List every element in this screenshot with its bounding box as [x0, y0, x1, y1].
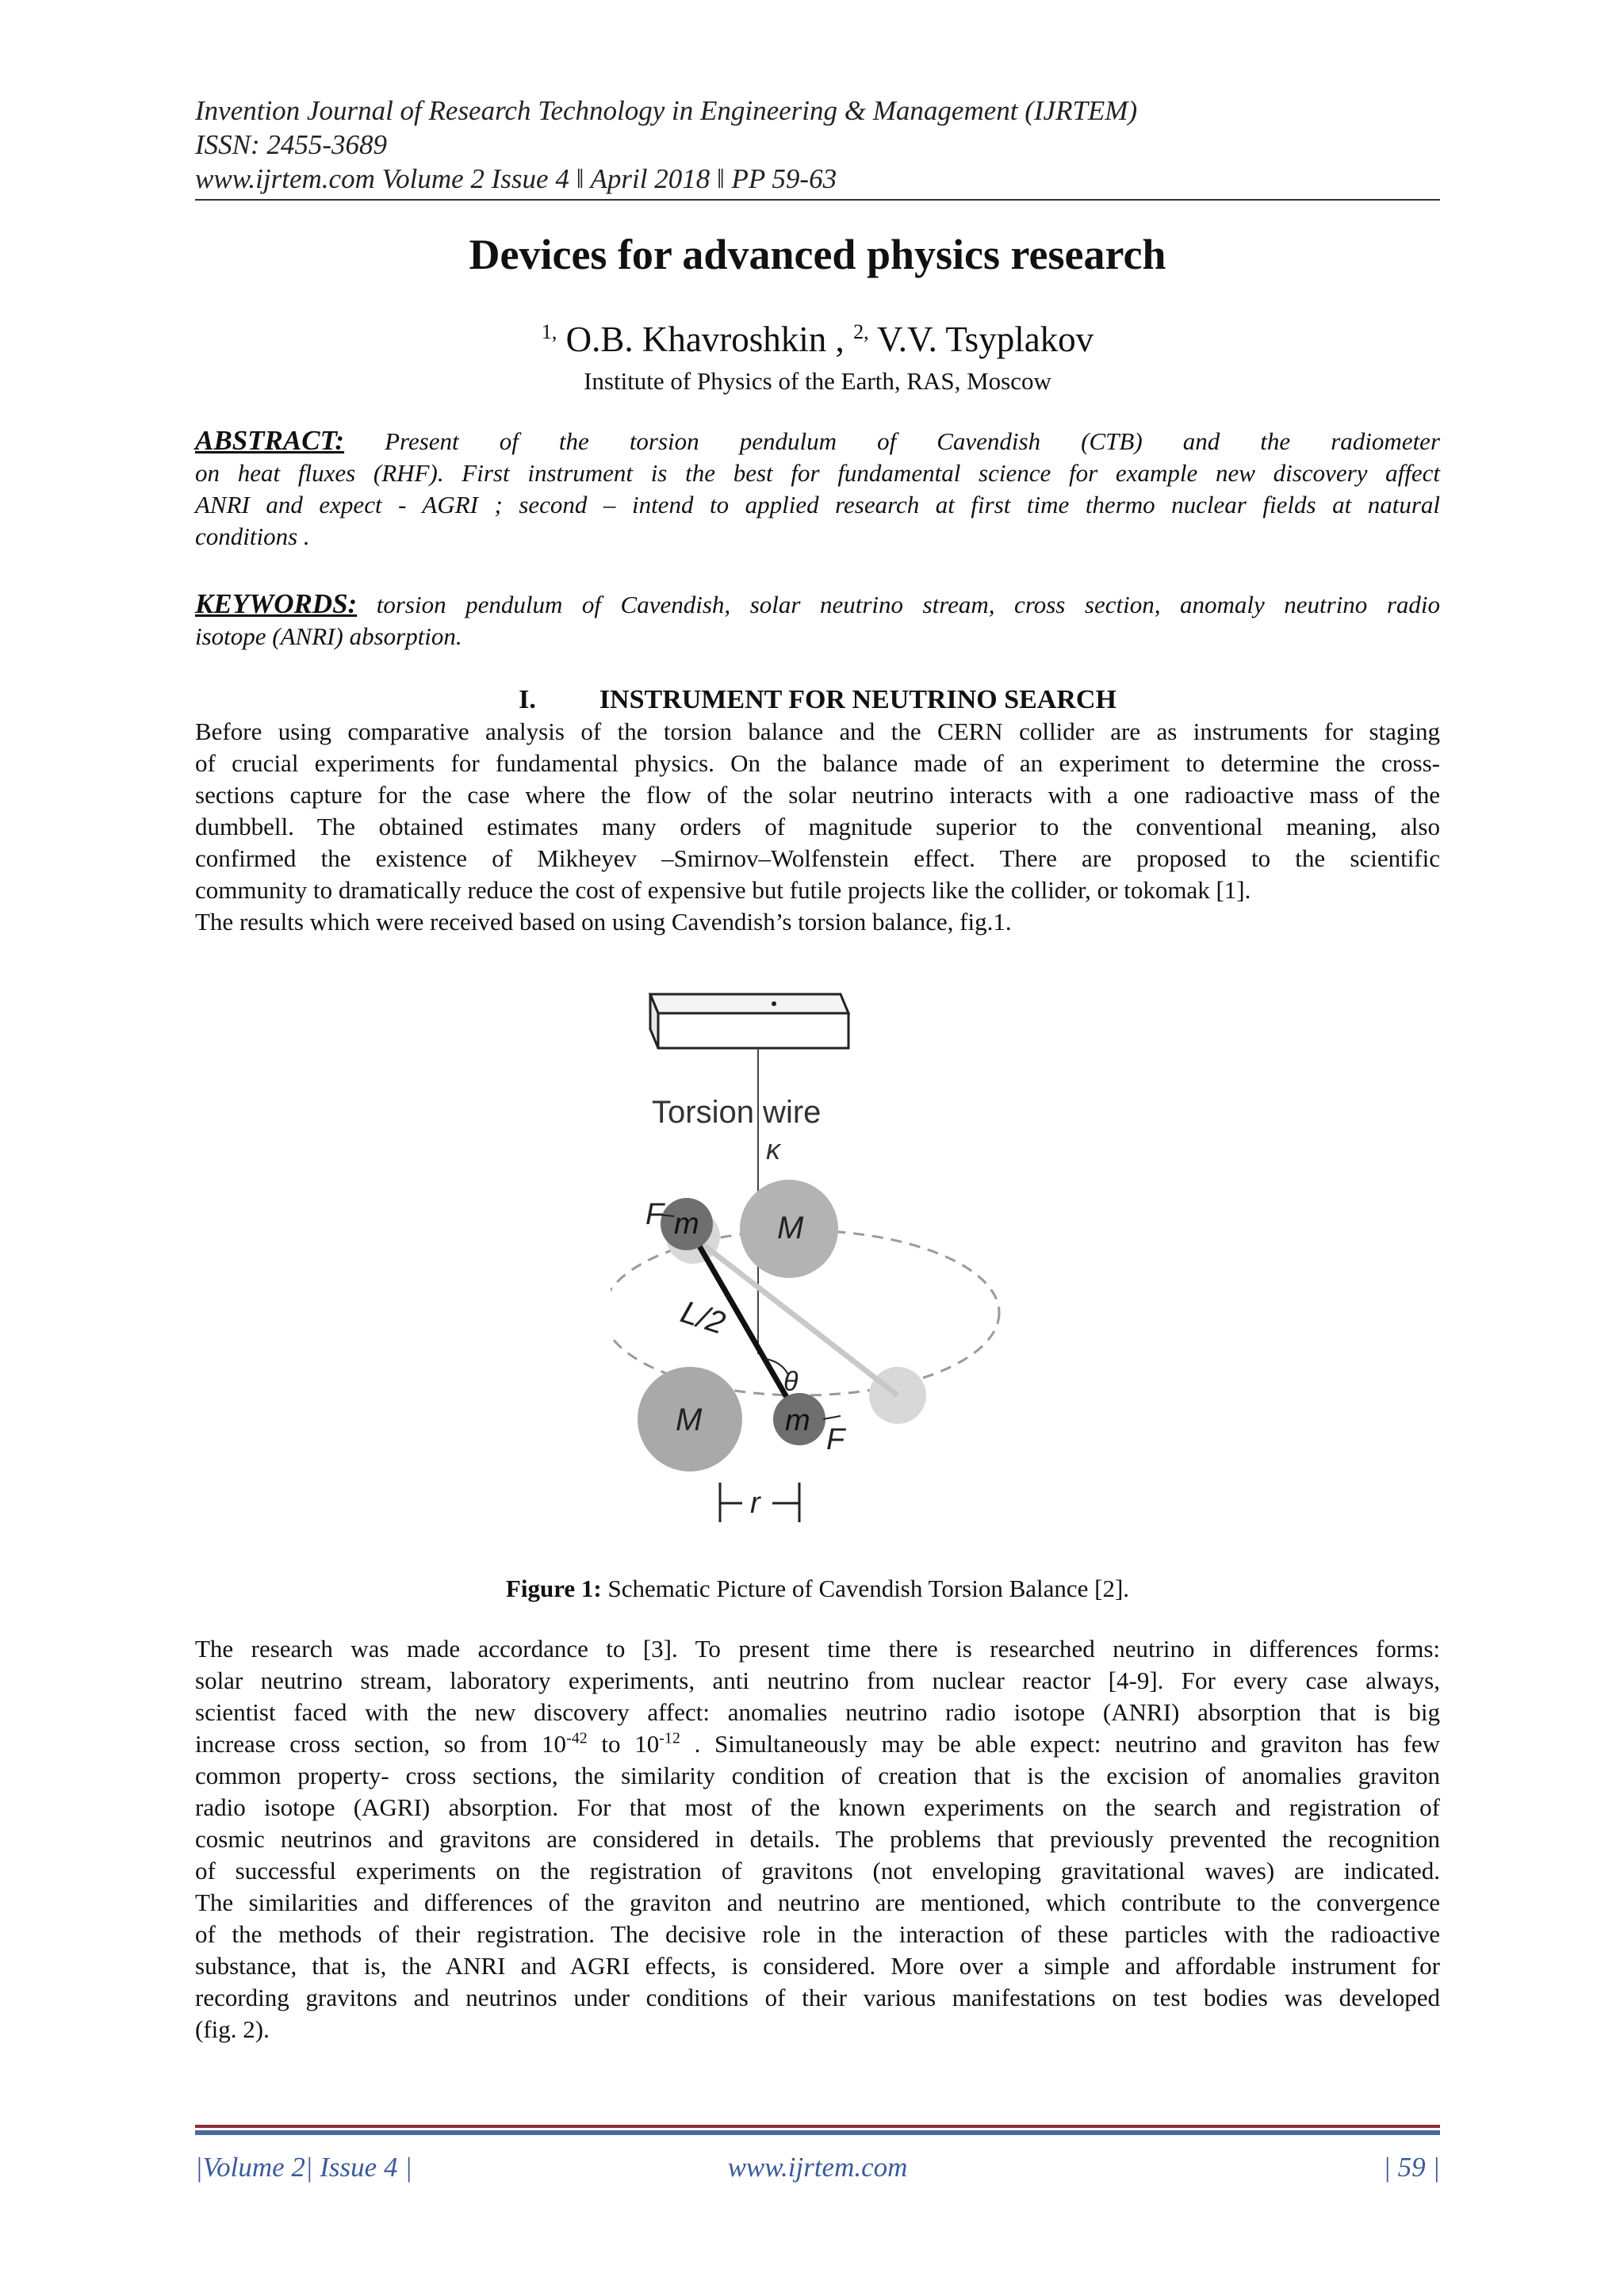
journal-volume-info: www.ijrtem.com Volume 2 Issue 4 ǁ April 2018 ǁ PP 59-63 — [195, 163, 837, 194]
author-1-name: O.B. Khavroshkin , — [565, 320, 845, 359]
paragraph-line — [195, 1728, 1440, 1760]
paragraph-line: of crucial experiments for fundamental physics. On the balance made of an experiment to determine the cross- — [195, 749, 1440, 777]
paragraph-line: of successful experiments on the registration of gravitons (not enveloping gravitational waves) are indicated. — [195, 1857, 1440, 1885]
exponent: -12 — [659, 1729, 680, 1747]
paragraph-line: substance, that is, the ANRI and AGRI effects, is considered. More over a simple and affordable instrument for — [195, 1952, 1440, 1980]
page-footer — [195, 2152, 1440, 2187]
journal-header — [195, 94, 1440, 196]
paragraph-line: of the methods of their registration. The decisive role in the interaction of these particles with the radioactive — [195, 1920, 1440, 1948]
paragraph-line: cosmic neutrinos and gravitons are considered in details. The problems that previously prevented the recognition — [195, 1825, 1440, 1853]
label-force-bottom: F — [826, 1423, 845, 1456]
section-title: INSTRUMENT FOR NEUTRINO SEARCH — [599, 685, 1116, 714]
abstract-line: on heat fluxes (RHF). First instrument is the best for fundamental science for example new discovery affect — [195, 459, 1440, 487]
author-2-affiliation-mark: 2, — [853, 320, 869, 343]
paragraph-line: radio isotope (AGRI) absorption. For that most of the known experiments on the search and registration of — [195, 1793, 1440, 1821]
figure-caption-label: Figure 1: — [505, 1575, 602, 1602]
paragraph-line: (fig. 2). — [195, 2015, 270, 2043]
label-kappa: κ — [766, 1133, 780, 1165]
text-fragment: . Simultaneously may be able expect: neutrino and graviton has few — [680, 1730, 1440, 1758]
label-theta: θ — [783, 1367, 799, 1397]
header-rule — [195, 199, 1440, 201]
label-torsion-wire: Torsion wire — [652, 1095, 822, 1130]
paragraph-line: dumbbell. The obtained estimates many orders of magnitude superior to the conventional meaning, also — [195, 813, 1440, 840]
paragraph-line: community to dramatically reduce the cost of expensive but futile projects like the collider, or tokomak [1]. — [195, 876, 1251, 904]
section-heading — [195, 683, 1440, 717]
label-small-mass-top: m — [674, 1207, 699, 1241]
paragraph-line: scientist faced with the new discovery affect: anomalies neutrino radio isotope (ANRI) absorption that is big — [195, 1698, 1440, 1726]
exponent: -42 — [566, 1729, 588, 1747]
keywords-label: KEYWORDS: — [195, 588, 358, 619]
section-number: I. — [519, 685, 536, 714]
keywords-line: isotope (ANRI) absorption. — [195, 622, 462, 650]
abstract-text: Present of the torsion pendulum of Cavendish (CTB) and the radiometer — [385, 427, 1441, 455]
abstract-line: ANRI and expect - AGRI ; second – intend to applied research at first time thermo nuclear fields at natural — [195, 491, 1440, 519]
figure-caption-text: Schematic Picture of Cavendish Torsion Balance [2]. — [607, 1575, 1130, 1602]
journal-issn: ISSN: 2455-3689 — [195, 129, 388, 160]
keywords-text: torsion pendulum of Cavendish, solar neutrino stream, cross section, anomaly neutrino radio — [376, 591, 1441, 618]
text-fragment: to 10 — [587, 1730, 660, 1758]
paragraph-line: Before using comparative analysis of the torsion balance and the CERN collider are as instruments for staging — [195, 718, 1440, 745]
paragraph-1 — [195, 716, 1440, 938]
abstract-line: conditions . — [195, 522, 310, 550]
paragraph-line: sections capture for the case where the flow of the solar neutrino interacts with a one radioactive mass of the — [195, 781, 1440, 809]
footer-page-number: | 59 | — [1383, 2152, 1440, 2183]
footer-rule-blue — [195, 2130, 1440, 2135]
author-line — [195, 317, 1440, 362]
support-block — [650, 994, 848, 1048]
label-large-mass-top: M — [777, 1211, 804, 1246]
label-half-length: L/2 — [676, 1294, 730, 1341]
keywords-line — [195, 588, 1440, 621]
abstract-label: ABSTRACT: — [195, 425, 345, 456]
paper-title: Devices for advanced physics research — [469, 231, 1166, 278]
label-force-top: F — [645, 1198, 665, 1231]
paragraph-line: confirmed the existence of Mikheyev –Smirnov–Wolfenstein effect. There are proposed to the scientific — [195, 844, 1440, 872]
paragraph-line: solar neutrino stream, laboratory experiments, anti neutrino from nuclear reactor [4-9]. For every case always, — [195, 1667, 1440, 1694]
label-distance: r — [750, 1487, 760, 1520]
footer-volume: |Volume 2| Issue 4 | — [195, 2152, 412, 2183]
paragraph-line: The research was made accordance to [3]. To present time there is researched neutrino in differences forms: — [195, 1635, 1440, 1663]
paragraph-line: common property- cross sections, the similarity condition of creation that is the excision of anomalies graviton — [195, 1762, 1440, 1789]
force-arrow-bottom — [823, 1416, 841, 1419]
abstract — [195, 425, 1440, 553]
text-fragment: increase cross section, so from 10 — [195, 1730, 567, 1758]
label-small-mass-bottom: m — [785, 1404, 810, 1437]
paragraph-line: The results which were received based on using Cavendish’s torsion balance, fig.1. — [195, 908, 1012, 936]
abstract-line — [195, 425, 1440, 457]
footer-rule — [195, 2125, 1440, 2135]
footer-website: www.ijrtem.com — [727, 2152, 908, 2183]
label-large-mass-bottom: M — [676, 1402, 703, 1437]
author-2-name: V.V. Tsyplakov — [877, 320, 1094, 359]
journal-name: Invention Journal of Research Technology in Engineering & Management (IJRTEM) — [195, 95, 1138, 126]
figure-cavendish-balance — [611, 989, 1023, 1544]
figure-diagram — [611, 989, 1023, 1544]
paragraph-line: recording gravitons and neutrinos under conditions of their various manifestations on test bodies was developed — [195, 1984, 1440, 2011]
paragraph-line: The similarities and differences of the graviton and neutrino are mentioned, which contribute to the convergence — [195, 1888, 1440, 1916]
author-1-affiliation-mark: 1, — [541, 320, 557, 343]
affiliation: Institute of Physics of the Earth, RAS, Moscow — [584, 367, 1051, 395]
keywords — [195, 588, 1440, 652]
figure-caption — [195, 1573, 1440, 1605]
paragraph-2 — [195, 1633, 1440, 2045]
